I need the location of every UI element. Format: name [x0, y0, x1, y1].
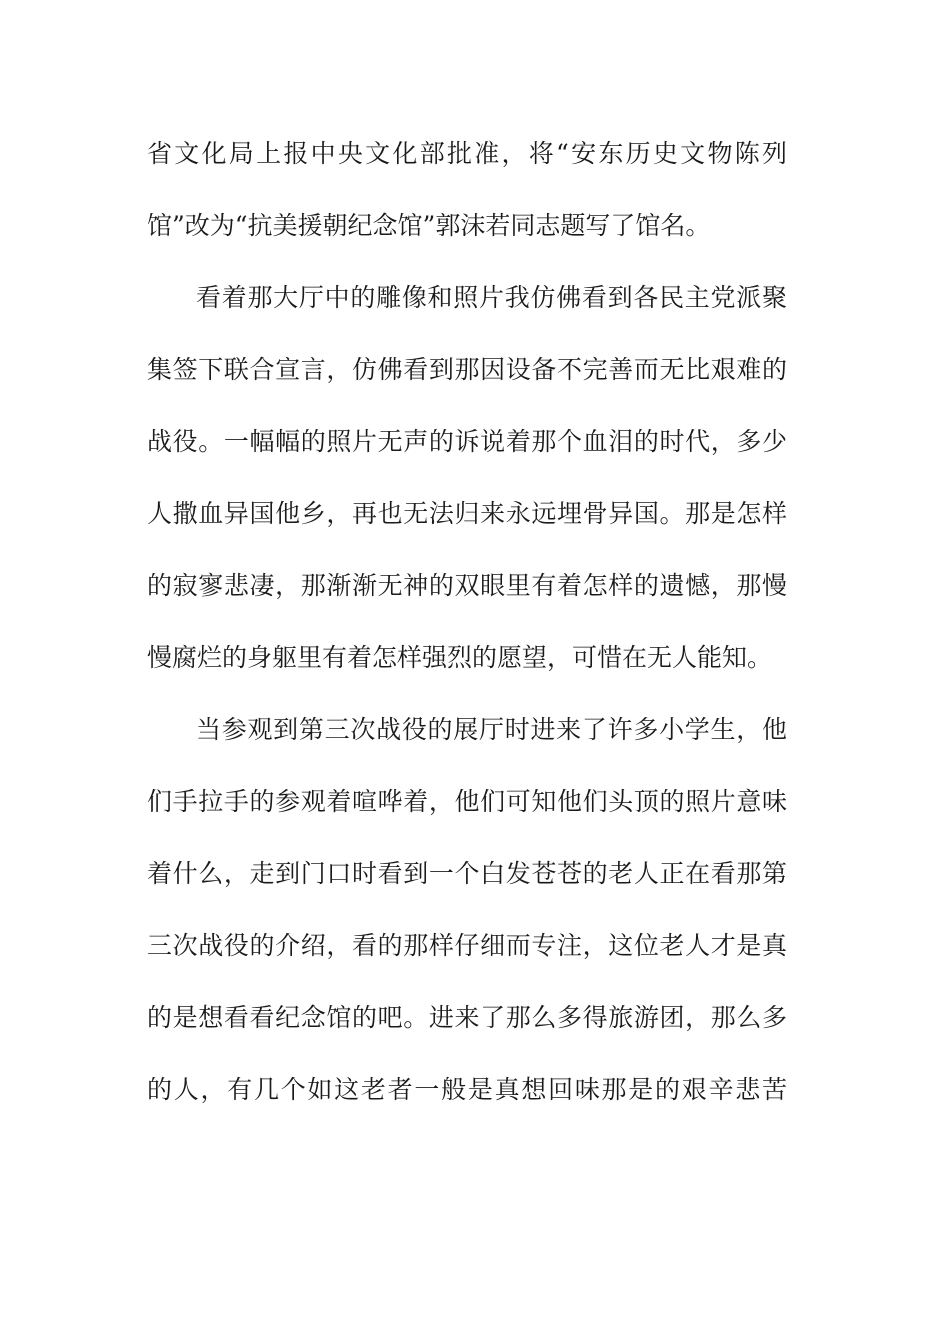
text-line-14: 的人，有几个如这老者一般是真想回味那是的艰辛悲苦 — [147, 1075, 787, 1104]
text-line-2: 馆”改为“抗美援朝纪念馆”郭沫若同志题写了馆名。 — [147, 211, 711, 240]
text-line-13: 的是想看看纪念馆的吧。进来了那么多得旅游团，那么多 — [147, 1003, 787, 1032]
text-line-5: 战役。一幅幅的照片无声的诉说着那个血泪的时代，多少 — [147, 427, 787, 456]
text-line-1: 省文化局上报中央文化部批准，将“安东历史文物陈列 — [147, 139, 787, 168]
text-line-3: 看着那大厅中的雕像和照片我仿佛看到各民主党派聚 — [196, 283, 787, 312]
text-line-12: 三次战役的介绍，看的那样仔细而专注，这位老人才是真 — [147, 931, 787, 960]
text-line-8: 慢腐烂的身躯里有着怎样强烈的愿望，可惜在无人能知。 — [147, 643, 773, 672]
text-line-7: 的寂寥悲凄，那渐渐无神的双眼里有着怎样的遗憾，那慢 — [147, 571, 787, 600]
text-line-9: 当参观到第三次战役的展厅时进来了许多小学生，他 — [196, 715, 787, 744]
text-line-11: 着什么，走到门口时看到一个白发苍苍的老人正在看那第 — [147, 859, 787, 888]
text-line-4: 集签下联合宣言，仿佛看到那因设备不完善而无比艰难的 — [147, 355, 787, 384]
text-line-6: 人撒血异国他乡，再也无法归来永远埋骨异国。那是怎样 — [147, 499, 787, 528]
text-line-10: 们手拉手的参观着喧哗着，他们可知他们头顶的照片意味 — [147, 787, 787, 816]
